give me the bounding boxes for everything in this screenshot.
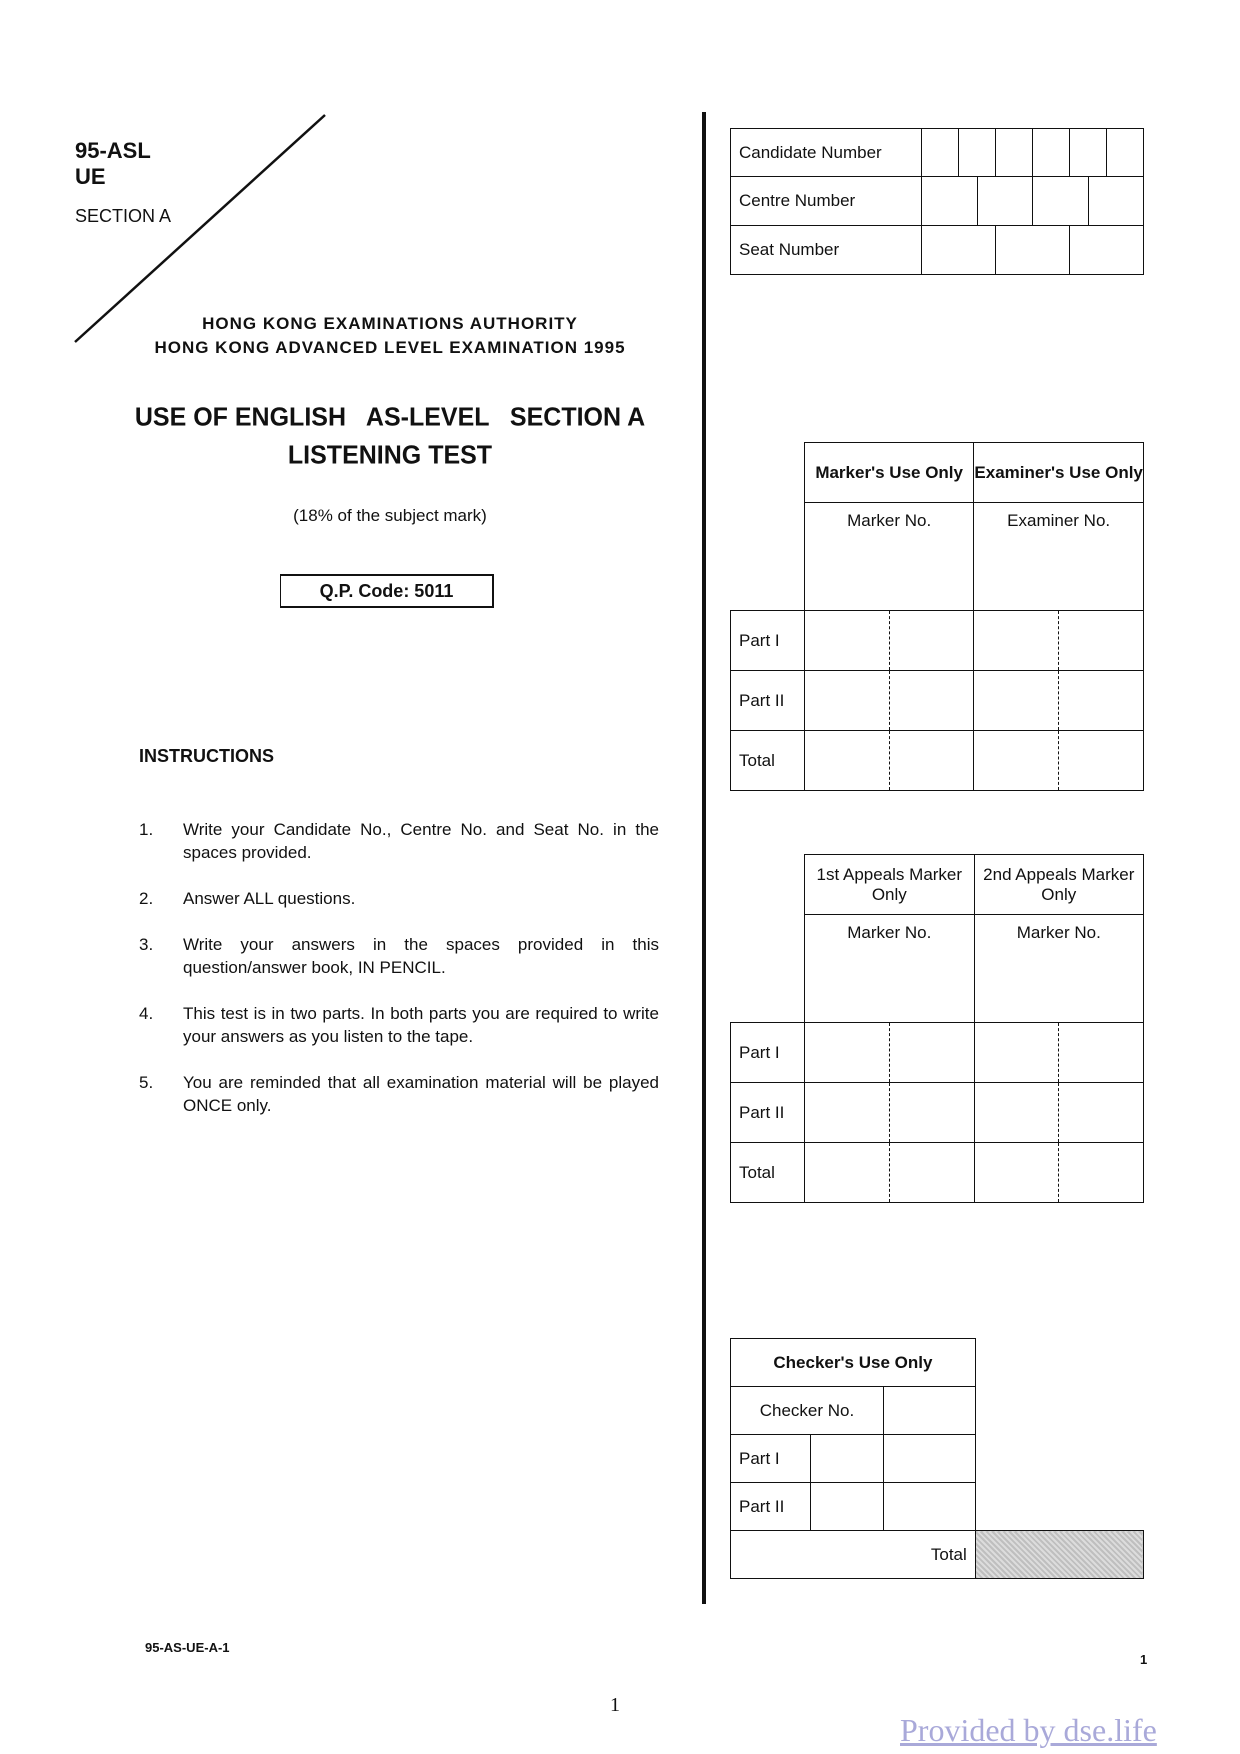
authority-block	[100, 312, 680, 360]
paper-code-line1: 95-ASL	[75, 138, 151, 163]
candidate-number-digit[interactable]	[959, 129, 996, 177]
footer-code: 95-AS-UE-A-1	[145, 1640, 230, 1655]
score-cell[interactable]	[1059, 1023, 1144, 1083]
total-shaded-cell	[975, 1531, 1143, 1579]
seat-number-cells[interactable]	[922, 226, 1144, 275]
section-label: SECTION A	[75, 206, 172, 226]
instruction-item	[139, 818, 659, 864]
seat-number-digit[interactable]	[922, 226, 996, 274]
examiner-use-header: Examiner's Use Only	[974, 443, 1144, 503]
row-label-part-ii: Part II	[731, 1083, 805, 1143]
score-cell[interactable]	[889, 671, 974, 731]
row-label-part-ii: Part II	[731, 671, 805, 731]
candidate-number-digit[interactable]	[1070, 129, 1107, 177]
score-cell[interactable]	[805, 1023, 890, 1083]
checker-no-label: Checker No.	[731, 1387, 884, 1435]
candidate-number-digit[interactable]	[922, 129, 959, 177]
row-label-total: Total	[731, 1143, 805, 1203]
provided-by-link[interactable]: Provided by dse.life	[900, 1712, 1157, 1748]
appeals-marker-no-cell[interactable]: Marker No.	[974, 915, 1143, 1023]
instruction-text: Write your Candidate No., Centre No. and Seat No. in the spaces provided.	[183, 820, 659, 862]
seat-number-digit[interactable]	[996, 226, 1070, 274]
centre-number-label: Centre Number	[731, 177, 922, 226]
total-label: Total	[731, 1531, 976, 1579]
candidate-number-digit[interactable]	[1033, 129, 1070, 177]
instruction-text: Write your answers in the spaces provided in this question/answer book, IN PENCIL.	[183, 935, 659, 977]
score-cell[interactable]	[810, 1435, 883, 1483]
score-cell[interactable]	[1059, 1083, 1144, 1143]
instruction-number: 2.	[139, 889, 154, 908]
examiner-no-cell[interactable]: Examiner No.	[974, 503, 1144, 611]
score-cell[interactable]	[810, 1483, 883, 1531]
centre-number-digit[interactable]	[922, 177, 978, 225]
instruction-text: This test is in two parts. In both parts you are required to write your answers as you listen to the tape.	[183, 1004, 659, 1046]
row-label-part-i: Part I	[731, 611, 805, 671]
score-cell[interactable]	[974, 611, 1059, 671]
score-cell[interactable]	[889, 1023, 974, 1083]
marker-use-header: Marker's Use Only	[805, 443, 974, 503]
score-cell[interactable]	[883, 1435, 975, 1483]
score-cell[interactable]	[889, 731, 974, 791]
seat-number-digit[interactable]	[1070, 226, 1143, 274]
exam-title-line2: LISTENING TEST	[287, 440, 493, 470]
instruction-number: 4.	[139, 1004, 154, 1023]
page-divider	[702, 112, 706, 1604]
score-cell[interactable]	[1059, 671, 1144, 731]
page-number: 1	[610, 1694, 620, 1716]
instruction-item	[139, 887, 659, 910]
score-cell[interactable]	[974, 1083, 1059, 1143]
page-number-small: 1	[1140, 1652, 1148, 1667]
exam-title-line1: USE OF ENGLISH AS-LEVEL SECTION A	[134, 402, 646, 432]
row-label-part-i: Part I	[731, 1023, 805, 1083]
centre-number-cells[interactable]	[922, 177, 1144, 226]
instruction-text: Answer ALL questions.	[183, 889, 356, 908]
centre-number-digit[interactable]	[1089, 177, 1144, 225]
instruction-text: You are reminded that all examination material will be played ONCE only.	[183, 1073, 659, 1115]
score-cell[interactable]	[889, 1083, 974, 1143]
qp-code-box: Q.P. Code: 5011	[280, 574, 494, 608]
row-label-total: Total	[731, 731, 805, 791]
checker-use-header: Checker's Use Only	[731, 1339, 976, 1387]
score-cell[interactable]	[805, 1143, 890, 1203]
score-cell[interactable]	[1059, 611, 1144, 671]
authority-line2: HONG KONG ADVANCED LEVEL EXAMINATION 1995	[154, 338, 626, 357]
score-cell[interactable]	[974, 731, 1059, 791]
subject-mark: (18% of the subject mark)	[293, 506, 487, 525]
exam-title	[120, 398, 660, 474]
appeals-marker-no-cell[interactable]: Marker No.	[805, 915, 974, 1023]
marker-examiner-table	[730, 442, 1144, 791]
instruction-item	[139, 933, 659, 979]
instructions-heading: INSTRUCTIONS	[139, 746, 274, 766]
instructions-list	[139, 818, 659, 1140]
score-cell[interactable]	[974, 671, 1059, 731]
instruction-number: 5.	[139, 1073, 154, 1092]
paper-code-line2: UE	[75, 164, 106, 189]
seat-number-label: Seat Number	[731, 226, 922, 275]
score-cell[interactable]	[805, 671, 890, 731]
score-cell[interactable]	[805, 1083, 890, 1143]
centre-number-digit[interactable]	[1033, 177, 1089, 225]
score-cell[interactable]	[974, 1143, 1059, 1203]
score-cell[interactable]	[889, 611, 974, 671]
marker-no-cell[interactable]: Marker No.	[805, 503, 974, 611]
candidate-number-digit[interactable]	[996, 129, 1033, 177]
centre-number-digit[interactable]	[978, 177, 1034, 225]
score-cell[interactable]	[1059, 731, 1144, 791]
authority-line1: HONG KONG EXAMINATIONS AUTHORITY	[202, 314, 578, 333]
checker-no-cell[interactable]	[883, 1387, 975, 1435]
score-cell[interactable]	[889, 1143, 974, 1203]
score-cell[interactable]	[1059, 1143, 1144, 1203]
row-label-part-i: Part I	[731, 1435, 811, 1483]
instruction-number: 3.	[139, 935, 154, 954]
candidate-info-table	[730, 128, 1144, 275]
appeals-table	[730, 854, 1144, 1203]
score-cell[interactable]	[883, 1483, 975, 1531]
second-appeals-header: 2nd Appeals Marker Only	[974, 855, 1143, 915]
instruction-item	[139, 1071, 659, 1117]
first-appeals-header: 1st Appeals Marker Only	[805, 855, 974, 915]
score-cell[interactable]	[805, 731, 890, 791]
instruction-item	[139, 1002, 659, 1048]
row-label-part-ii: Part II	[731, 1483, 811, 1531]
instruction-number: 1.	[139, 820, 154, 839]
score-cell[interactable]	[805, 611, 890, 671]
score-cell[interactable]	[974, 1023, 1059, 1083]
candidate-number-digit[interactable]	[1107, 129, 1144, 177]
checker-table	[730, 1338, 1144, 1579]
candidate-number-label: Candidate Number	[731, 129, 922, 177]
